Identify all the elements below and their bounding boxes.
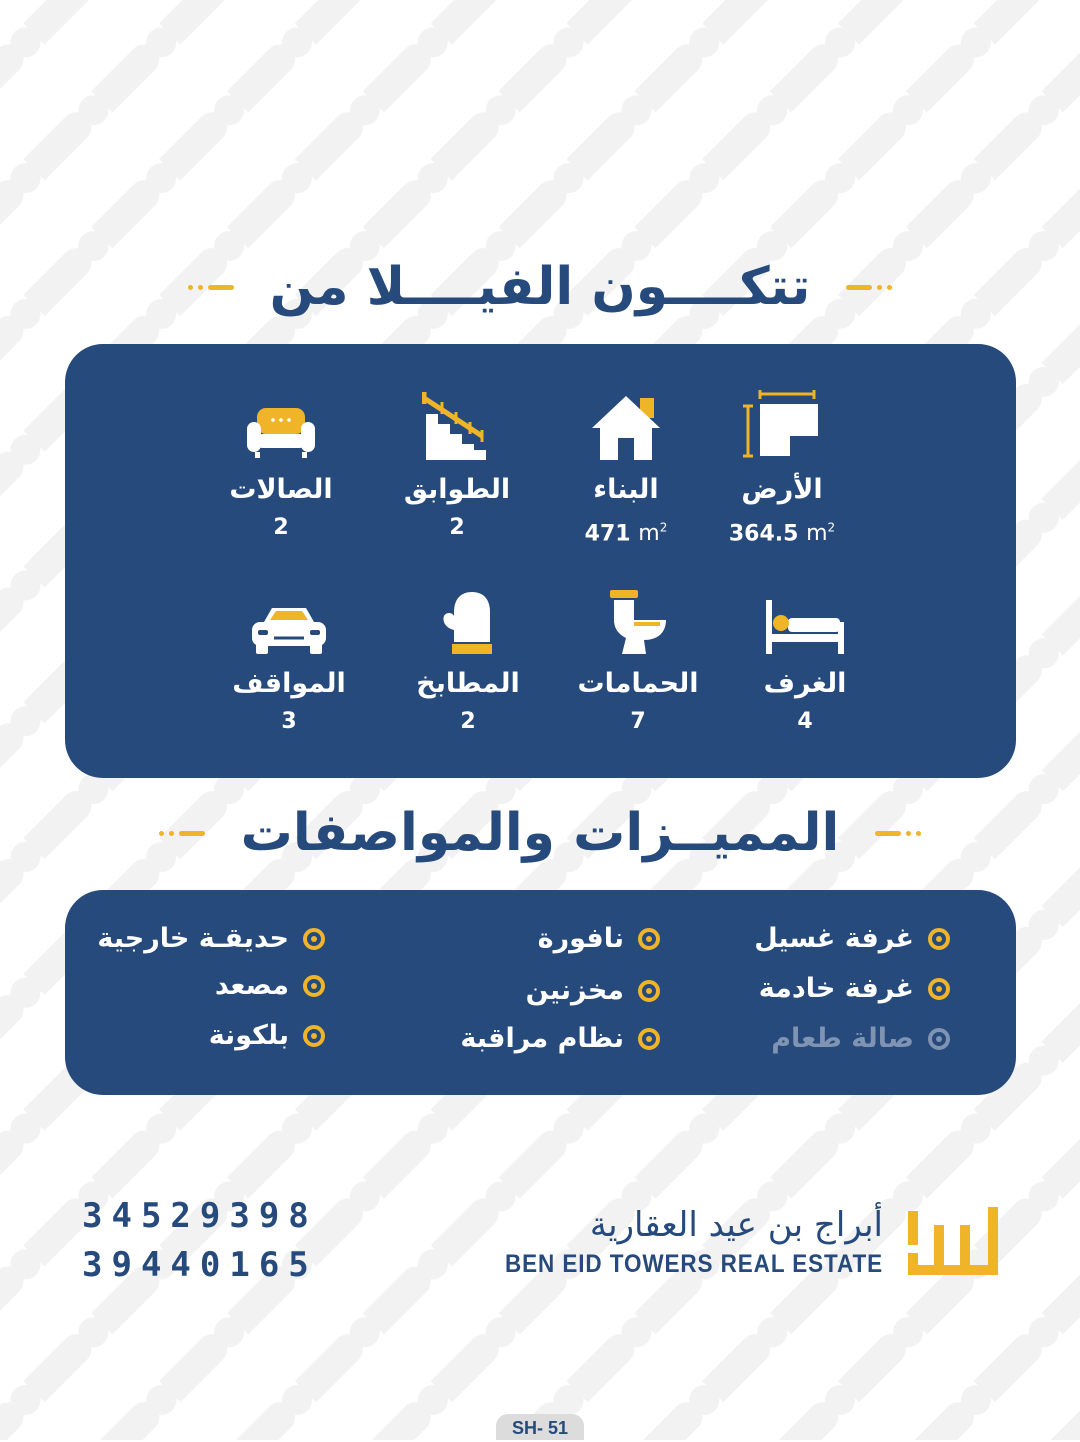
bullet-icon xyxy=(928,1028,950,1050)
sofa-icon xyxy=(196,384,366,462)
spec-kitchens xyxy=(383,578,553,736)
spec-bathrooms-label: الحمامات xyxy=(577,668,699,699)
composition-panel xyxy=(65,344,1016,778)
spec-building-value: 471 $m^2$ xyxy=(584,521,668,547)
feature-item: مصعد xyxy=(215,970,325,1001)
spec-land-value: 364.5 $m^2$ xyxy=(728,521,836,547)
composition-title: تتكــــون الفيــــلا من xyxy=(269,257,811,317)
car-icon xyxy=(204,578,374,656)
feature-item: نظام مراقبة xyxy=(460,1023,660,1054)
feature-item: غرفة غسيل xyxy=(754,923,950,954)
feature-item: بلكونة xyxy=(209,1020,325,1051)
spec-land xyxy=(697,384,867,548)
spec-halls-value: 2 xyxy=(273,515,289,540)
spec-floors xyxy=(372,384,542,542)
phone-number-1[interactable]: 34529398 xyxy=(82,1196,318,1236)
features-heading xyxy=(0,793,1080,873)
spec-bathrooms-value: 7 xyxy=(630,709,646,734)
toilet-icon xyxy=(553,578,723,656)
spec-rooms xyxy=(720,578,890,736)
spec-parking xyxy=(204,578,374,736)
bed-icon xyxy=(720,578,890,656)
spec-halls xyxy=(196,384,366,542)
brand-name-english: BEN EID TOWERS REAL ESTATE xyxy=(504,1250,883,1278)
spec-land-label: الأرض xyxy=(741,474,823,505)
bullet-icon xyxy=(928,928,950,950)
stairs-icon xyxy=(372,384,542,462)
listing-code-badge: SH- 51 xyxy=(496,1414,584,1440)
brand-name-arabic: أبراج بن عيد العقارية xyxy=(589,1205,883,1245)
heading-decoration-right xyxy=(875,831,921,836)
feature-item: حديقـة خارجية xyxy=(97,923,325,954)
spec-rooms-value: 4 xyxy=(797,709,813,734)
spec-halls-label: الصالات xyxy=(229,474,333,505)
house-icon xyxy=(541,384,711,462)
spec-kitchens-label: المطابخ xyxy=(416,668,520,699)
heading-decoration-left xyxy=(159,831,205,836)
bullet-icon xyxy=(303,928,325,950)
bullet-icon xyxy=(303,1025,325,1047)
heading-decoration-left xyxy=(188,285,234,290)
feature-item: نافورة xyxy=(538,923,660,954)
bullet-icon xyxy=(928,978,950,1000)
spec-rooms-label: الغرف xyxy=(763,668,847,699)
heading-decoration-right xyxy=(846,285,892,290)
spec-bathrooms xyxy=(553,578,723,736)
ben-eid-logo-icon xyxy=(904,1205,1002,1283)
feature-item-muted: صالة طعام xyxy=(771,1023,950,1054)
bullet-icon xyxy=(303,975,325,997)
feature-item: غرفة خادمة xyxy=(759,973,950,1004)
features-title: المميــزات والمواصفات xyxy=(240,803,840,863)
features-panel xyxy=(65,890,1016,1095)
bullet-icon xyxy=(638,980,660,1002)
spec-building-label: البناء xyxy=(593,474,659,505)
spec-floors-value: 2 xyxy=(449,515,465,540)
spec-parking-label: المواقف xyxy=(232,668,346,699)
bullet-icon xyxy=(638,1028,660,1050)
spec-kitchens-value: 2 xyxy=(460,709,476,734)
spec-parking-value: 3 xyxy=(281,709,297,734)
feature-item: مخزنين xyxy=(526,975,660,1006)
phone-number-2[interactable]: 39440165 xyxy=(82,1245,318,1285)
oven-mitt-icon xyxy=(383,578,553,656)
bullet-icon xyxy=(638,928,660,950)
composition-heading xyxy=(0,247,1080,327)
spec-floors-label: الطوابق xyxy=(403,474,511,505)
land-icon xyxy=(697,384,867,462)
spec-building xyxy=(541,384,711,548)
